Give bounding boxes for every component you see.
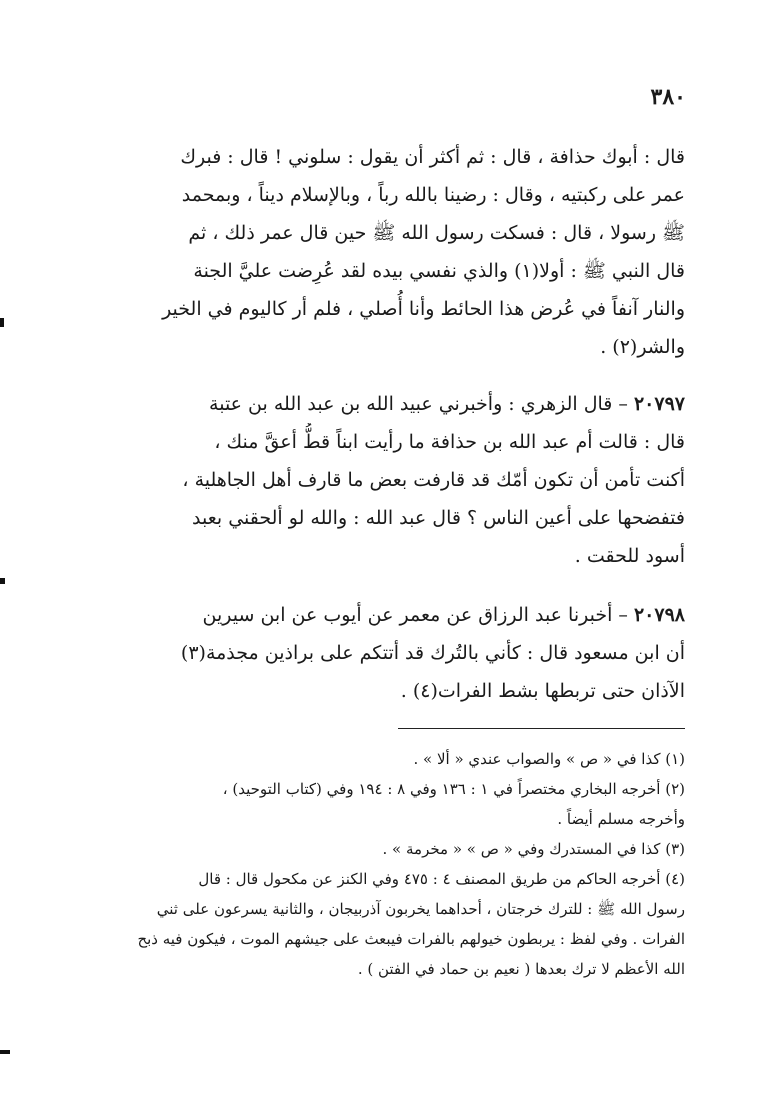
text-line: فتفضحها على أعين الناس ؟ قال عبد الله : والله لو ألحقني بعبد [192,507,685,529]
footnote-line: رسول الله ﷺ : للترك خرجتان ، أحداهما يخربون آذربيجان ، والثانية يسرعون على ثني [156,900,685,918]
text-line [110,385,685,423]
footnote-divider [398,728,685,729]
scan-margin-mark [0,578,5,584]
footnotes [105,744,685,984]
text-line-content: – أخبرنا عبد الرزاق عن معمر عن أيوب عن ابن سيرين [202,604,628,626]
text-line: والنار آنفاً في عُرض هذا الحائط وأنا أُصلي ، فلم أر كاليوم في الخير [162,298,685,320]
page-number: ٣٨٠ [650,84,686,110]
hadith-number: ٢٠٧٩٨ [633,604,685,626]
footnote-line: الفرات . وفي لفظ : يربطون خيولهم بالفرات فيبعث على جيشهم الموت ، فيكون فيه ذبح [137,930,685,948]
hadith-20797 [110,385,685,575]
footnote-line: الله الأعظم لا ترك بعدها ( نعيم بن حماد في الفتن ) . [357,960,685,978]
footnote-line: وأخرجه مسلم أيضاً . [557,810,685,828]
text-line: أسود للحقت . [574,545,685,567]
text-line: ﷺ رسولا ، قال : فسكت رسول الله ﷺ حين قال عمر ذلك ، ثم [188,222,685,244]
footnote-line: (٢) أخرجه البخاري مختصراً في ١ : ١٣٦ وفي ٨ : ١٩٤ وفي (كتاب التوحيد) ، [222,780,685,798]
text-line: قال : أبوك حذافة ، قال : ثم أكثر أن يقول : سلوني ! قال : فبرك [180,146,685,168]
footnote-line: (٣) كذا في المستدرك وفي « ص » « مخرمة » . [382,840,685,858]
text-line-content: – قال الزهري : وأخبرني عبيد الله بن عبد الله بن عتبة [209,393,628,415]
footnote-line: (٤) أخرجه الحاكم من طريق المصنف ٤ : ٤٧٥ وفي الكنز عن مكحول قال : قال [198,870,685,888]
hadith-20798 [110,596,685,710]
text-line: الآذان حتى تربطها بشط الفرات(٤) . [400,680,685,702]
hadith-number: ٢٠٧٩٧ [633,393,685,415]
text-line: والشر(٢) . [600,336,685,358]
scan-margin-mark [0,318,4,327]
text-line: قال : قالت أم عبد الله بن حذافة ما رأيت ابناً قطُّ أعقَّ منك ، [214,431,685,453]
paragraph-continued [110,138,685,366]
scan-margin-mark [0,1050,10,1054]
footnote-line: (١) كذا في « ص » والصواب عندي « ألا » . [413,750,685,768]
text-line: قال النبي ﷺ : أولا(١) والذي نفسي بيده لقد عُرِضت عليَّ الجنة [193,260,685,282]
text-line: أن ابن مسعود قال : كأني بالتُرك قد أتتكم على براذين مجذمة(٣) [180,642,685,664]
text-line [110,596,685,634]
text-line: عمر على ركبتيه ، وقال : رضينا بالله رباً ، وبالإسلام ديناً ، وبمحمد [181,184,685,206]
text-line: أكنت تأمن أن تكون أمّك قد قارفت بعض ما قارف أهل الجاهلية ، [182,469,685,491]
